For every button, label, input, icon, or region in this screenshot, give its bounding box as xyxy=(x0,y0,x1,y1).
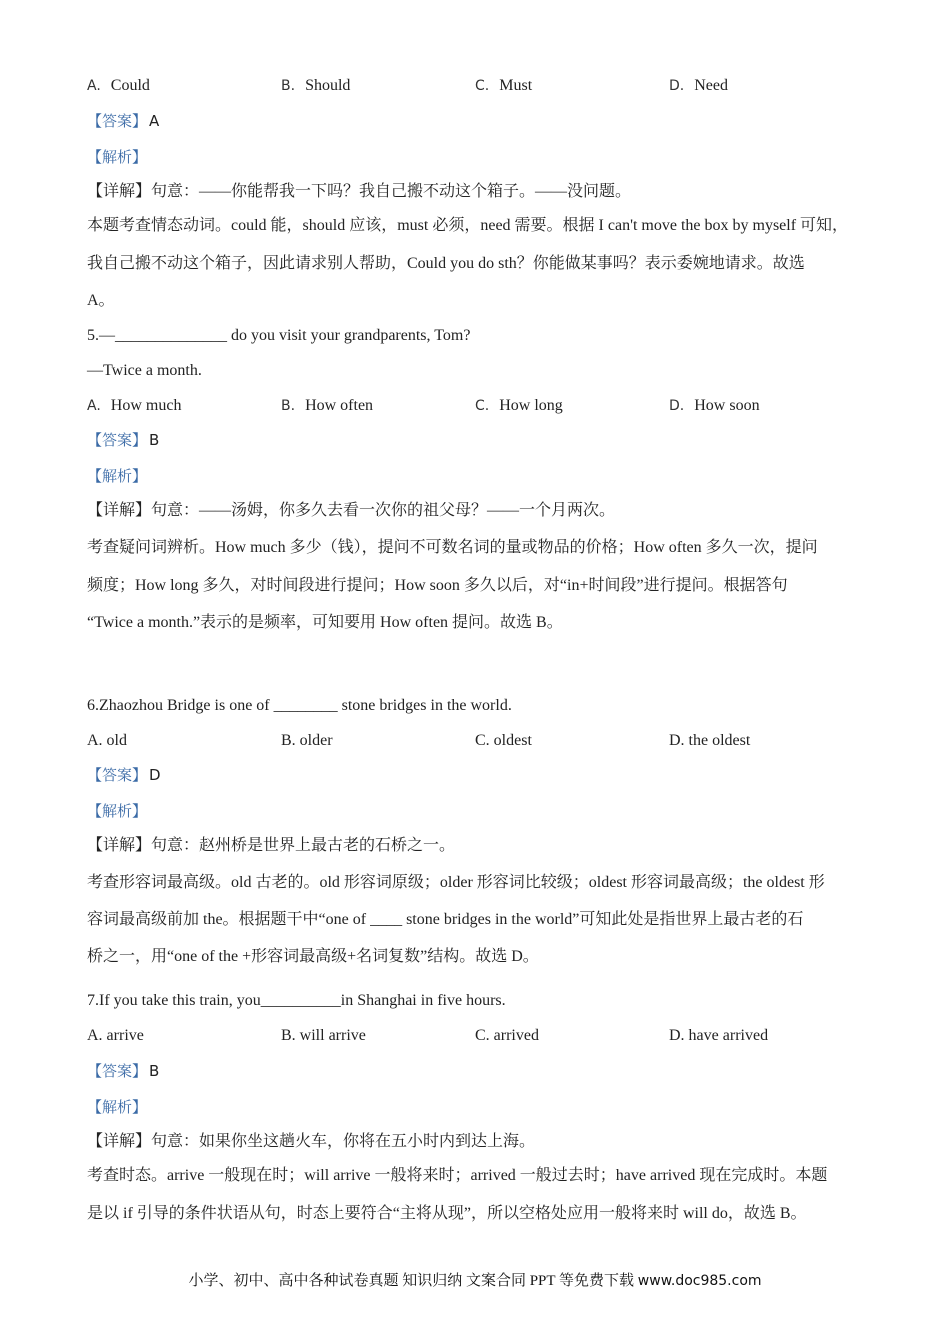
q4-answer: 【答案】 A xyxy=(87,112,160,130)
q5-option-c: C. How long xyxy=(475,397,563,414)
q4-option-d: D. Need xyxy=(669,77,728,94)
q5-explanation-3: “Twice a month.”表示的是频率，可知要用 How often 提问。故选 B。 xyxy=(87,614,563,631)
footer-text: 小学、初中、高中各种试卷真题 知识归纳 文案合同 PPT 等免费下载 xyxy=(188,1273,635,1289)
q6-stem: 6.Zhaozhou Bridge is one of ________ stone bridges in the world. xyxy=(87,697,512,714)
q5-detail: 【详解】句意：——汤姆，你多久去看一次你的祖父母？——一个月两次。 xyxy=(87,502,616,519)
q6-answer: 【答案】 D xyxy=(87,766,161,784)
q5-option-b: B. How often xyxy=(281,397,374,414)
q7-explanation-1: 考查时态。arrive 一般现在时；will arrive 一般将来时；arrived 一般过去时；have arrived 现在完成时。本题 xyxy=(87,1167,828,1184)
q6-option-d: D. the oldest xyxy=(669,732,751,749)
q6-option-c: C. oldest xyxy=(475,732,532,749)
q4-option-c: C. Must xyxy=(475,77,533,94)
q4-option-b: B. Should xyxy=(281,77,351,94)
q6-analysis-label: 【解析】 xyxy=(87,802,148,820)
q7-option-b: B. will arrive xyxy=(281,1027,366,1044)
page-footer xyxy=(0,1269,950,1290)
q5-explanation-1: 考查疑问词辨析。How much 多少（钱），提问不可数名词的量或物品的价格；How often 多久一次，提问 xyxy=(87,539,818,556)
q7-option-a: A. arrive xyxy=(87,1027,144,1044)
q7-stem: 7.If you take this train, you__________in Shanghai in five hours. xyxy=(87,992,506,1009)
q5-option-a: A. How much xyxy=(87,397,182,414)
q4-explanation-3: A。 xyxy=(87,292,115,309)
q6-detail: 【详解】句意：赵州桥是世界上最古老的石桥之一。 xyxy=(87,837,456,854)
q5-stem: 5.—______________ do you visit your grandparents, Tom? xyxy=(87,327,471,344)
q5-option-d: D. How soon xyxy=(669,397,760,414)
q4-explanation-2: 我自己搬不动这个箱子，因此请求别人帮助，Could you do sth？你能做某事吗？表示委婉地请求。故选 xyxy=(87,255,805,272)
q5-analysis-label: 【解析】 xyxy=(87,467,148,485)
q6-option-a: A. old xyxy=(87,732,127,749)
q6-explanation-1: 考查形容词最高级。old 古老的。old 形容词原级；older 形容词比较级；oldest 形容词最高级；the oldest 形 xyxy=(87,874,825,891)
q4-detail: 【详解】句意：——你能帮我一下吗？我自己搬不动这个箱子。——没问题。 xyxy=(87,183,632,200)
q5-answer: 【答案】 B xyxy=(87,431,160,449)
q4-explanation-1: 本题考查情态动词。could 能，should 应该，must 必须，need 需要。根据 I can't move the box by myself 可知， xyxy=(87,217,849,234)
q7-analysis-label: 【解析】 xyxy=(87,1098,148,1116)
q4-analysis-label: 【解析】 xyxy=(87,148,148,166)
footer-link[interactable]: www.doc985.com xyxy=(637,1273,762,1289)
q7-detail: 【详解】句意：如果你坐这趟火车，你将在五小时内到达上海。 xyxy=(87,1133,536,1150)
q7-explanation-2: 是以 if 引导的条件状语从句，时态上要符合“主将从现”，所以空格处应用一般将来时 will do，故选 B。 xyxy=(87,1205,807,1222)
q7-answer: 【答案】 B xyxy=(87,1062,160,1080)
q7-option-c: C. arrived xyxy=(475,1027,539,1044)
q5-response: —Twice a month. xyxy=(87,362,202,379)
q6-option-b: B. older xyxy=(281,732,333,749)
q6-explanation-3: 桥之一，用“one of the +形容词最高级+名词复数”结构。故选 D。 xyxy=(87,948,539,965)
q5-explanation-2: 频度；How long 多久，对时间段进行提问；How soon 多久以后，对“in+时间段”进行提问。根据答句 xyxy=(87,577,788,594)
q4-option-a: A. Could xyxy=(87,77,150,94)
q6-explanation-2: 容词最高级前加 the。根据题干中“one of ____ stone bridges in the world”可知此处是指世界上最古老的石 xyxy=(87,911,804,928)
q7-option-d: D. have arrived xyxy=(669,1027,769,1044)
